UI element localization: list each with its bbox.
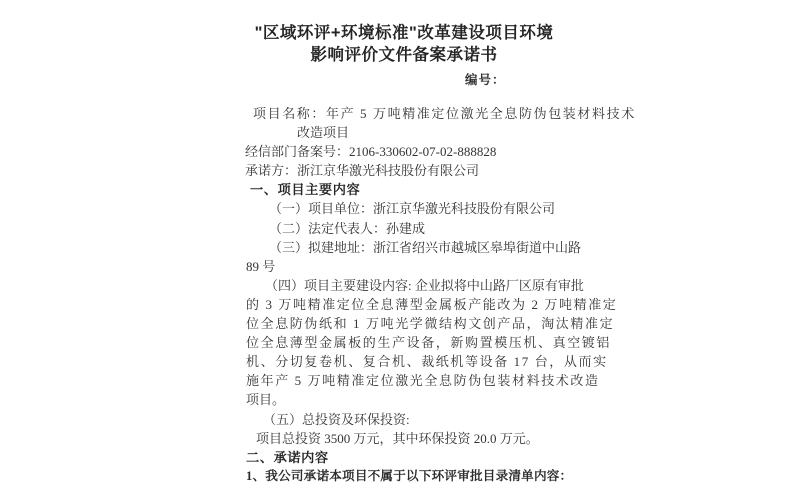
promisor-line: 承诺方：浙江京华激光科技股份有限公司 — [245, 163, 480, 179]
document-title — [231, 22, 577, 66]
item-3-address-line-2: 89 号 — [246, 258, 276, 274]
item-1-project-unit: （一）项目单位：浙江京华激光科技股份有限公司 — [269, 201, 556, 217]
item-3-address-line-1: （三）拟建地址：浙江省绍兴市越城区皋埠街道中山路 — [269, 239, 582, 255]
investment-detail-line: 项目总投资 3500 万元，其中环保投资 20.0 万元。 — [256, 430, 539, 446]
item-4-content-line-2: 的 3 万吨精准定位全息薄型金属板产能改为 2 万吨精准定 — [246, 296, 618, 312]
commitment-item-1: 1、我公司承诺本项目不属于以下环评审批目录清单内容： — [246, 468, 573, 483]
filing-number-line: 经信部门备案号：2106-330602-07-02-888828 — [245, 144, 497, 160]
project-name-line-1: 项目名称：年产 5 万吨精准定位激光全息防伪包装材料技术 — [253, 106, 636, 121]
section-1-heading: 一、项目主要内容 — [250, 182, 361, 198]
item-4-content-line-1: （四）项目主要建设内容: 企业拟将中山路厂区原有审批 — [265, 277, 584, 293]
item-4-content-line-7: 项目。 — [246, 392, 286, 408]
project-name-line-2: 改造项目 — [297, 125, 350, 141]
item-5-investment-heading: （五）总投资及环保投资: — [263, 411, 410, 427]
document-title-line-1: "区域环评+环境标准"改革建设项目环境 — [254, 24, 554, 42]
item-4-content-line-4: 位全息薄型金属板的生产设备，新购置模压机、真空镀铝 — [246, 335, 612, 351]
item-4-content-line-5: 机、分切复卷机、复合机、裁纸机等设备 17 台，从而实 — [246, 354, 608, 370]
item-2-legal-representative: （二）法定代表人：孙建成 — [269, 220, 426, 236]
document-number-label: 编号： — [465, 73, 506, 87]
document-body — [243, 104, 636, 486]
item-4-content-line-3: 位全息防伪纸和 1 万吨光学微结构文创产品，淘汰精准定 — [246, 316, 615, 332]
item-4-content-line-6: 施年产 5 万吨精准定位激光全息防伪包装材料技术改造 — [246, 373, 600, 389]
document-title-line-2: 影响评价文件备案承诺书 — [310, 46, 498, 64]
section-2-heading: 二、承诺内容 — [246, 449, 329, 465]
